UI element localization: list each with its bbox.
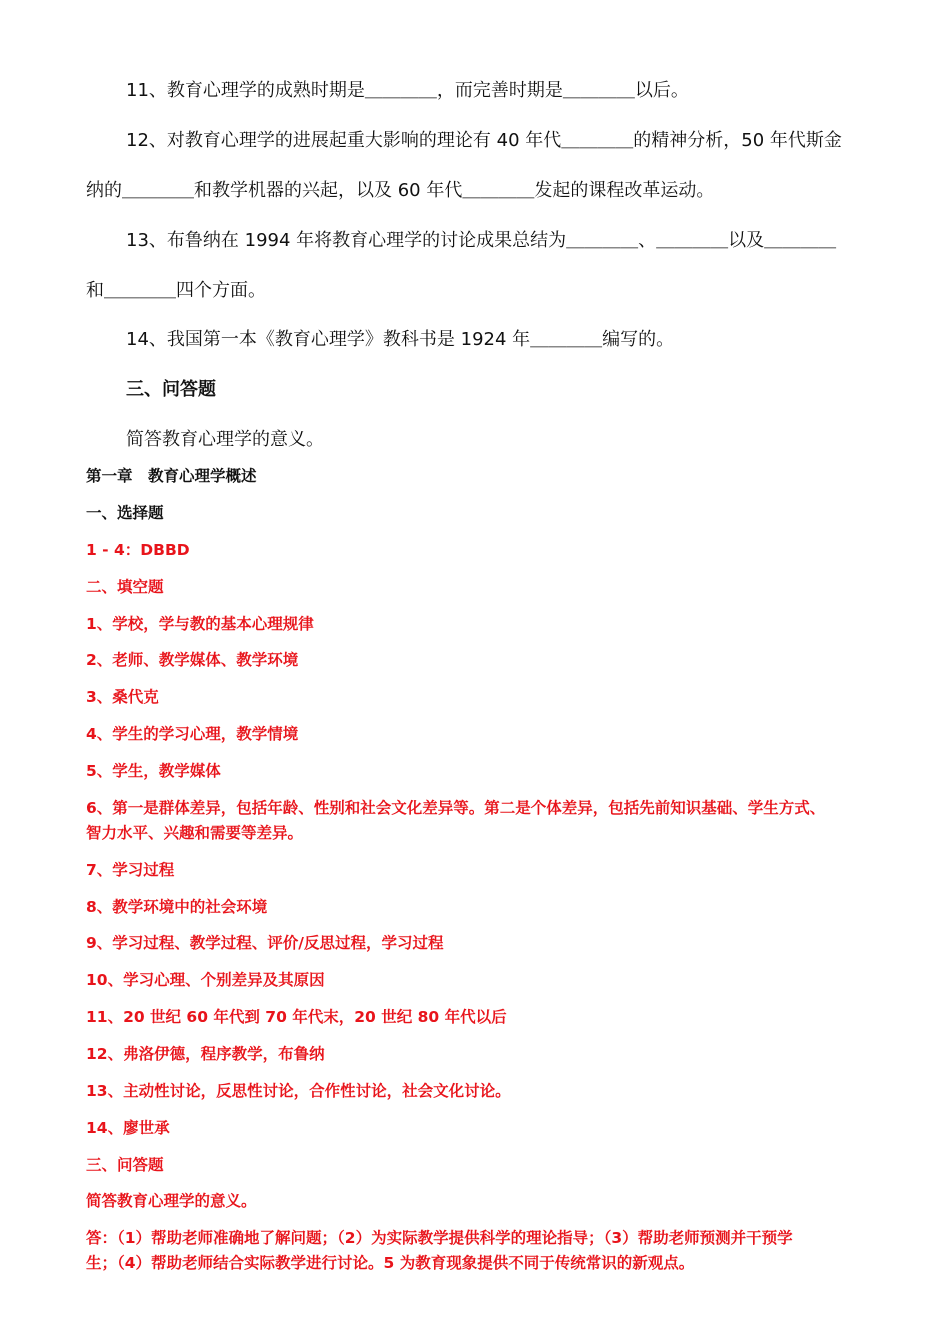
answer-section3-question: 简答教育心理学的意义。: [86, 1192, 257, 1210]
answer-10: 10、学习心理、个别差异及其原因: [86, 971, 325, 989]
answer-9: 9、学习过程、教学过程、评价/反思过程，学习过程: [86, 934, 444, 952]
answer-4: 4、学生的学习心理，教学情境: [86, 725, 299, 743]
answer-2: 2、老师、教学媒体、教学环境: [86, 651, 299, 669]
question-12-line2: 纳的＿＿＿＿和教学机器的兴起，以及 60 年代＿＿＿＿发起的课程改革运动。: [86, 180, 715, 201]
answer-section2-heading: 二、填空题: [86, 578, 164, 596]
answer-3: 3、桑代克: [86, 688, 159, 706]
answer-section1-heading: 一、选择题: [86, 504, 164, 522]
question-13-line2: 和＿＿＿＿四个方面。: [86, 280, 266, 301]
essay-answer-line1: 答：（1）帮助老师准确地了解问题；（2）为实际教学提供科学的理论指导；（3）帮助老师预测并干预学: [86, 1229, 793, 1247]
section3-question: 简答教育心理学的意义。: [126, 429, 324, 450]
answer-choice: 1 - 4：DBBD: [86, 541, 190, 559]
question-13-line1: 13、布鲁纳在 1994 年将教育心理学的讨论成果总结为＿＿＿＿、＿＿＿＿以及＿＿＿＿: [126, 230, 837, 251]
answer-6-line1: 6、第一是群体差异，包括年龄、性别和社会文化差异等。第二是个体差异，包括先前知识基础、学生方式、: [86, 799, 826, 817]
answer-14: 14、廖世承: [86, 1119, 170, 1137]
question-12-line1: 12、对教育心理学的进展起重大影响的理论有 40 年代＿＿＿＿的精神分析，50 年代斯金: [126, 130, 842, 151]
answer-section3-heading: 三、问答题: [86, 1156, 164, 1174]
question-14: 14、我国第一本《教育心理学》教科书是 1924 年＿＿＿＿编写的。: [126, 329, 675, 350]
answer-12: 12、弗洛伊德，程序教学，布鲁纳: [86, 1045, 325, 1063]
section3-heading: 三、问答题: [126, 379, 216, 400]
answer-13: 13、主动性讨论，反思性讨论，合作性讨论，社会文化讨论。: [86, 1082, 511, 1100]
answer-6-line2: 智力水平、兴趣和需要等差异。: [86, 824, 304, 842]
answer-8: 8、教学环境中的社会环境: [86, 898, 268, 916]
essay-answer-line2: 生；（4）帮助老师结合实际教学进行讨论。5 为教育现象提供不同于传统常识的新观点。: [86, 1254, 695, 1272]
answer-5: 5、学生，教学媒体: [86, 762, 221, 780]
answer-11: 11、20 世纪 60 年代到 70 年代末，20 世纪 80 年代以后: [86, 1008, 507, 1026]
chapter-title: 第一章 教育心理学概述: [86, 467, 257, 485]
question-11: 11、教育心理学的成熟时期是＿＿＿＿，而完善时期是＿＿＿＿以后。: [126, 80, 689, 101]
answer-7: 7、学习过程: [86, 861, 175, 879]
answer-1: 1、学校，学与教的基本心理规律: [86, 615, 314, 633]
